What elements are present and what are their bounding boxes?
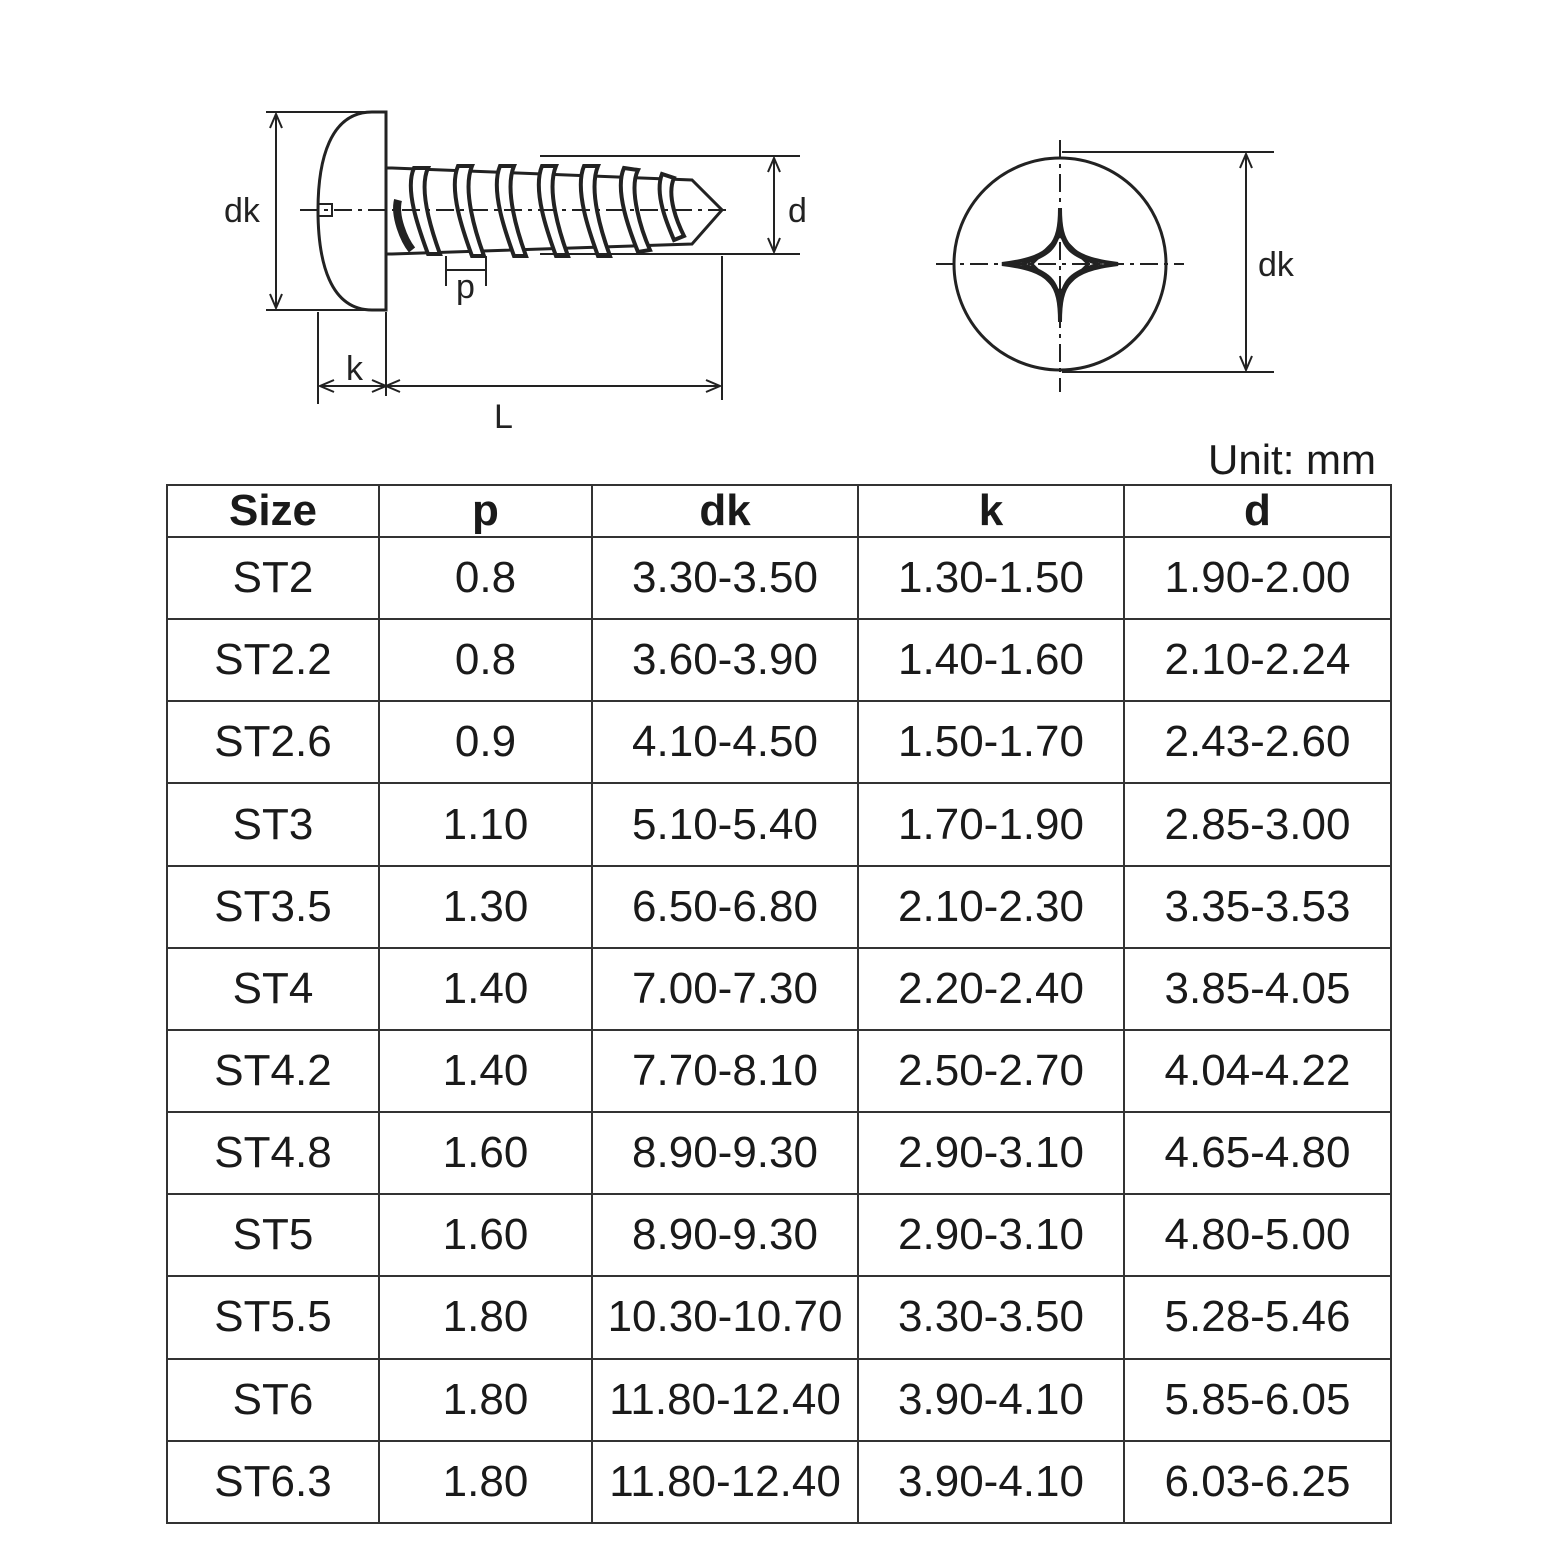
cell-size: ST2.2: [167, 619, 379, 701]
cell-d: 5.85-6.05: [1124, 1359, 1391, 1441]
cell-k: 1.40-1.60: [858, 619, 1124, 701]
cell-d: 6.03-6.25: [1124, 1441, 1391, 1523]
cell-p: 1.80: [379, 1441, 592, 1523]
cell-k: 3.30-3.50: [858, 1276, 1124, 1358]
cell-d: 3.35-3.53: [1124, 866, 1391, 948]
table-row: [167, 1194, 1391, 1276]
header-d: d: [1124, 485, 1391, 537]
cell-dk: 5.10-5.40: [592, 783, 858, 865]
cell-d: 4.80-5.00: [1124, 1194, 1391, 1276]
label-d: d: [788, 192, 807, 230]
table-row: [167, 1030, 1391, 1112]
cell-k: 1.30-1.50: [858, 537, 1124, 619]
cell-size: ST4: [167, 948, 379, 1030]
table-header-row: [167, 485, 1391, 537]
table-row: [167, 537, 1391, 619]
screw-diagram-svg: [0, 0, 1568, 470]
table-row: [167, 701, 1391, 783]
cell-p: 1.10: [379, 783, 592, 865]
unit-label: Unit: mm: [1208, 436, 1376, 483]
header-k: k: [858, 485, 1124, 537]
cell-k: 2.90-3.10: [858, 1194, 1124, 1276]
cell-size: ST4.2: [167, 1030, 379, 1112]
cell-size: ST5: [167, 1194, 379, 1276]
table-row: [167, 1359, 1391, 1441]
table-row: [167, 948, 1391, 1030]
table-row: [167, 1441, 1391, 1523]
cell-k: 2.50-2.70: [858, 1030, 1124, 1112]
cell-size: ST6: [167, 1359, 379, 1441]
cell-d: 2.85-3.00: [1124, 783, 1391, 865]
cell-dk: 7.00-7.30: [592, 948, 858, 1030]
spec-table: [166, 484, 1392, 1524]
cell-size: ST3: [167, 783, 379, 865]
top-view: [936, 140, 1274, 392]
cell-d: 4.65-4.80: [1124, 1112, 1391, 1194]
header-p: p: [379, 485, 592, 537]
cell-p: 1.30: [379, 866, 592, 948]
cell-k: 2.90-3.10: [858, 1112, 1124, 1194]
label-p: p: [456, 268, 475, 306]
cell-dk: 3.60-3.90: [592, 619, 858, 701]
table-row: [167, 783, 1391, 865]
cell-dk: 11.80-12.40: [592, 1441, 858, 1523]
cell-dk: 4.10-4.50: [592, 701, 858, 783]
cell-dk: 10.30-10.70: [592, 1276, 858, 1358]
screw-drawing: [0, 0, 1568, 470]
cell-dk: 3.30-3.50: [592, 537, 858, 619]
cell-k: 2.20-2.40: [858, 948, 1124, 1030]
cell-p: 1.40: [379, 948, 592, 1030]
cell-size: ST2: [167, 537, 379, 619]
cell-size: ST4.8: [167, 1112, 379, 1194]
cell-dk: 11.80-12.40: [592, 1359, 858, 1441]
cell-d: 1.90-2.00: [1124, 537, 1391, 619]
cell-k: 2.10-2.30: [858, 866, 1124, 948]
label-dk-top: dk: [1258, 246, 1294, 284]
table-row: [167, 1276, 1391, 1358]
cell-k: 1.50-1.70: [858, 701, 1124, 783]
cell-p: 1.40: [379, 1030, 592, 1112]
cell-k: 1.70-1.90: [858, 783, 1124, 865]
table-row: [167, 866, 1391, 948]
cell-p: 1.60: [379, 1194, 592, 1276]
cell-dk: 8.90-9.30: [592, 1194, 858, 1276]
cell-p: 0.9: [379, 701, 592, 783]
cell-k: 3.90-4.10: [858, 1441, 1124, 1523]
cell-d: 3.85-4.05: [1124, 948, 1391, 1030]
cell-size: ST2.6: [167, 701, 379, 783]
cell-p: 0.8: [379, 619, 592, 701]
cell-d: 2.10-2.24: [1124, 619, 1391, 701]
cell-size: ST3.5: [167, 866, 379, 948]
cell-k: 3.90-4.10: [858, 1359, 1124, 1441]
cell-dk: 8.90-9.30: [592, 1112, 858, 1194]
cell-d: 5.28-5.46: [1124, 1276, 1391, 1358]
cell-p: 1.80: [379, 1359, 592, 1441]
label-dk-side: dk: [224, 192, 260, 230]
cell-d: 4.04-4.22: [1124, 1030, 1391, 1112]
cell-dk: 7.70-8.10: [592, 1030, 858, 1112]
cell-d: 2.43-2.60: [1124, 701, 1391, 783]
table-row: [167, 1112, 1391, 1194]
cell-size: ST6.3: [167, 1441, 379, 1523]
cell-size: ST5.5: [167, 1276, 379, 1358]
header-dk: dk: [592, 485, 858, 537]
cell-dk: 6.50-6.80: [592, 866, 858, 948]
cell-p: 1.60: [379, 1112, 592, 1194]
table-body: [167, 537, 1391, 1523]
header-size: Size: [167, 485, 379, 537]
label-k: k: [346, 350, 363, 388]
label-L: L: [494, 398, 513, 436]
cell-p: 1.80: [379, 1276, 592, 1358]
table-row: [167, 619, 1391, 701]
cell-p: 0.8: [379, 537, 592, 619]
